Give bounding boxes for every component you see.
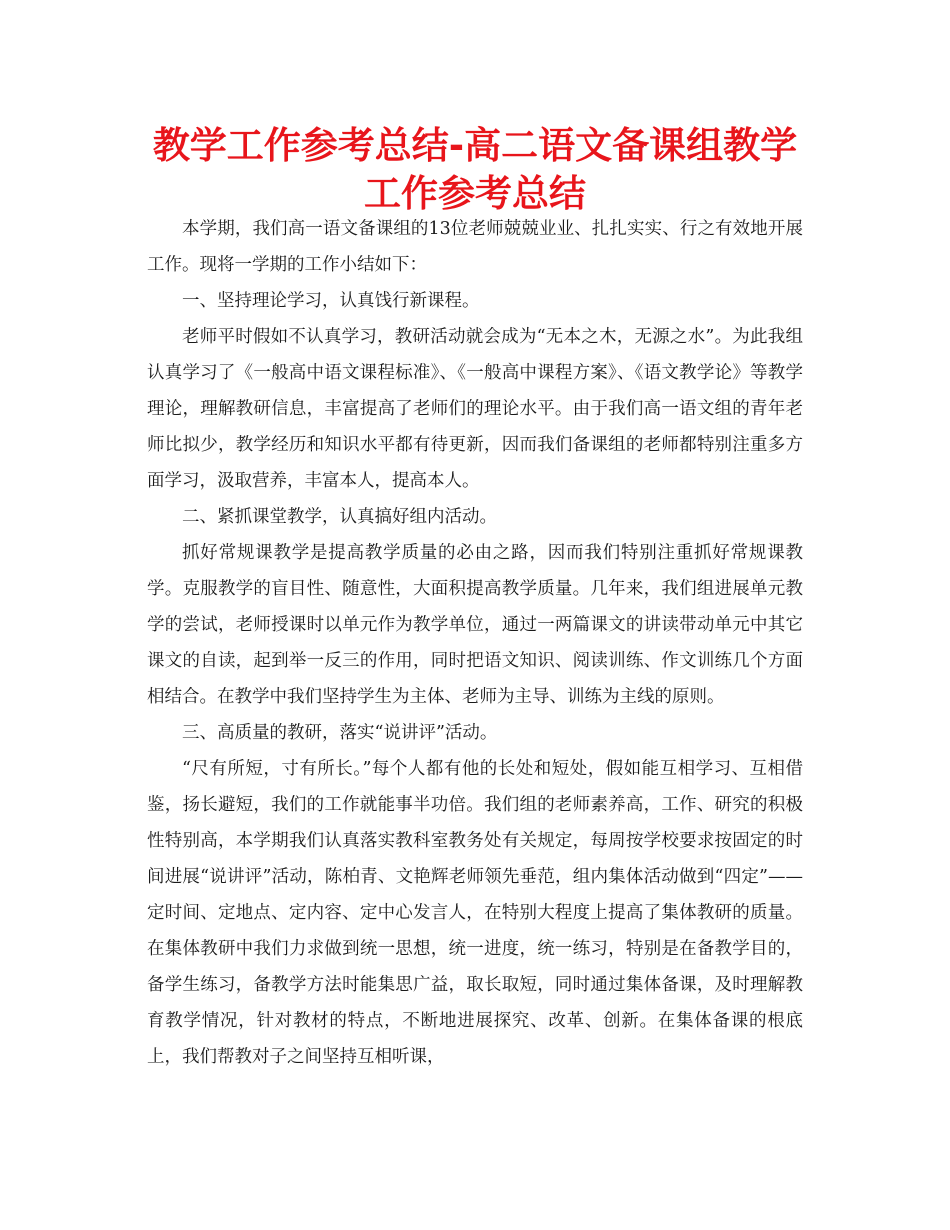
paragraph-2: 抓好常规课教学是提高教学质量的必由之路，因而我们特别注重抓好常规课教学。克服教学的盲目性、随意性，大面积提高教学质量。几年来，我们组进展单元教学的尝试，老师授课时以单元作为教学单位，通过一两篇课文的讲读带动单元中其它课文的自读，起到举一反三的作用，同时把语文知识、阅读训练、作文训练几个方面相结合。在教学中我们坚持学生为主体、老师为主导、训练为主线的原则。 [147,543,803,707]
document-body [147,211,803,1075]
section-heading-1: 一、坚持理论学习，认真饯行新课程。 [182,291,480,311]
paragraph-intro: 本学期，我们高一语文备课组的13位老师兢兢业业、扎扎实实、行之有效地开展工作。现将一学期的工作小结如下： [147,219,803,275]
paragraph-1: 老师平时假如不认真学习，教研活动就会成为“无本之木，无源之水”。为此我组认真学习了《一般高中语文课程标准》、《一般高中课程方案》、《语文教学论》等教学理论，理解教研信息，丰富提高了老师们的理论水平。由于我们高一语文组的青年老师比拟少，教学经历和知识水平都有待更新，因而我们备课组的老师都特别注重多方面学习，汲取营养，丰富本人，提高本人。 [147,327,803,491]
section-heading-2: 二、紧抓课堂教学，认真搞好组内活动。 [182,507,497,527]
paragraph-3: “尺有所短，寸有所长。”每个人都有他的长处和短处，假如能互相学习、互相借鉴，扬长避短，我们的工作就能事半功倍。我们组的老师素养高，工作、研究的积极性特别高，本学期我们认真落实教科室教务处有关规定，每周按学校要求按固定的时间进展“说讲评”活动，陈柏青、文艳辉老师领先垂范，组内集体活动做到“四定”——定时间、定地点、定内容、定中心发言人，在特别大程度上提高了集体教研的质量。在集体教研中我们力求做到统一思想，统一进度，统一练习，特别是在备教学目的，备学生练习，备教学方法时能集思广益，取长取短，同时通过集体备课，及时理解教育教学情况，针对教材的特点，不断地进展探究、改革、创新。在集体备课的根底上，我们帮教对子之间坚持互相听课， [147,759,803,1067]
section-heading-3: 三、高质量的教研，落实“说讲评”活动。 [182,723,498,743]
document-title: 教学工作参考总结-高二语文备课组教学工作参考总结 [152,124,798,215]
